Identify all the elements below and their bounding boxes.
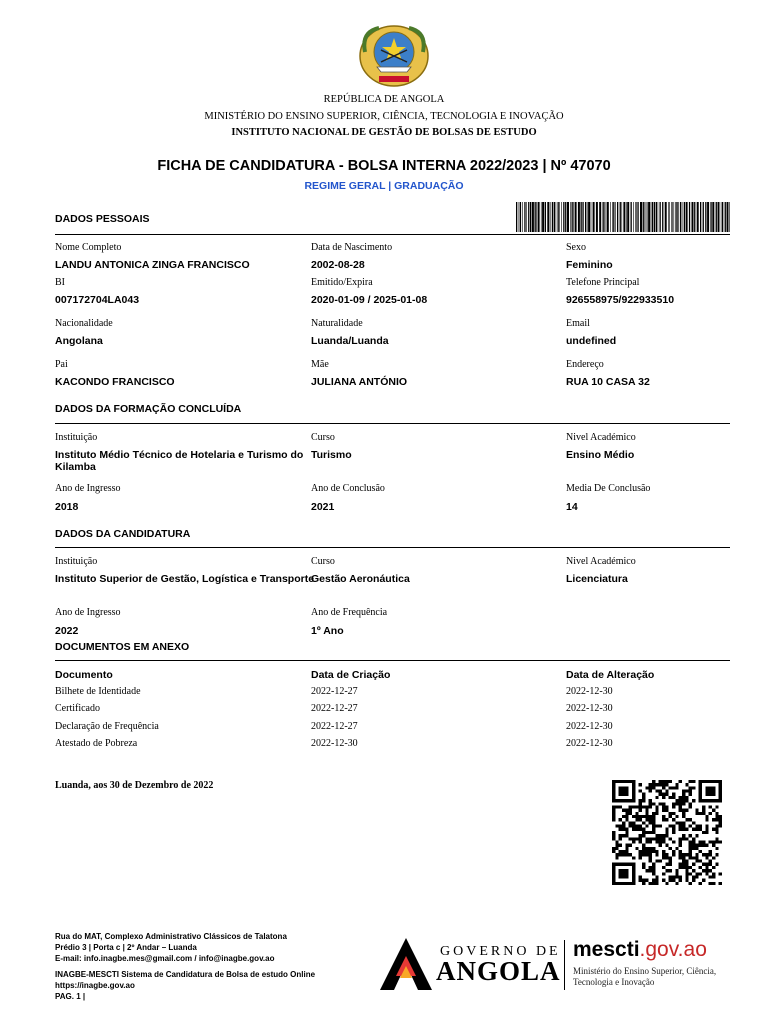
section-formation-heading: DADOS DA FORMAÇÃO CONCLUÍDA bbox=[55, 403, 242, 415]
qr-code-image bbox=[612, 780, 722, 885]
footer-address-line-2: Prédio 3 | Porta c | 2º Andar – Luanda bbox=[55, 943, 197, 952]
section-rule bbox=[55, 423, 730, 424]
value-formation-course: Turismo bbox=[311, 449, 352, 461]
value-formation-entry-year: 2018 bbox=[55, 501, 79, 513]
label-full-name: Nome Completo bbox=[55, 242, 122, 253]
value-nationality: Angolana bbox=[55, 335, 103, 347]
documents-column-header: Data de Alteração bbox=[566, 669, 655, 681]
table-row-cell: 2022-12-30 bbox=[566, 738, 613, 749]
label-address: Endereço bbox=[566, 359, 604, 370]
section-documents-heading: DOCUMENTOS EM ANEXO bbox=[55, 641, 190, 653]
label-candidacy-entry-year: Ano de Ingresso bbox=[55, 607, 121, 618]
label-formation-institution: Instituição bbox=[55, 432, 98, 443]
label-formation-course: Curso bbox=[311, 432, 335, 443]
section-rule bbox=[55, 660, 730, 661]
governo-label: GOVERNO DE bbox=[440, 944, 561, 959]
value-issued-expires: 2020-01-09 / 2025-01-08 bbox=[311, 294, 428, 306]
mescti-domain: .gov.ao bbox=[639, 938, 707, 961]
table-row-cell: Certificado bbox=[55, 703, 100, 714]
label-formation-completion-year: Ano de Conclusão bbox=[311, 483, 385, 494]
value-birth-date: 2002-08-28 bbox=[311, 259, 365, 271]
label-nationality: Nacionalidade bbox=[55, 318, 113, 329]
label-birth-date: Data de Nascimento bbox=[311, 242, 393, 253]
table-row-cell: Bilhete de Identidade bbox=[55, 686, 141, 697]
value-formation-completion-year: 2021 bbox=[311, 501, 335, 513]
value-mother: JULIANA ANTÓNIO bbox=[311, 376, 408, 388]
document-title: FICHA DE CANDIDATURA - BOLSA INTERNA 2022/2023 | Nº 47070 bbox=[157, 158, 611, 174]
label-formation-average: Media De Conclusão bbox=[566, 483, 651, 494]
mescti-subtitle bbox=[573, 966, 716, 988]
logo-separator bbox=[564, 940, 565, 990]
header-institute: INSTITUTO NACIONAL DE GESTÃO DE BOLSAS DE ESTUDO bbox=[231, 127, 537, 138]
value-candidacy-course: Gestão Aeronáutica bbox=[311, 573, 410, 585]
mescti-logo bbox=[573, 938, 707, 962]
table-row-cell: 2022-12-27 bbox=[311, 703, 358, 714]
label-candidacy-institution: Instituição bbox=[55, 556, 98, 567]
angola-label: ANGOLA bbox=[436, 956, 561, 986]
mescti-name: mescti bbox=[573, 938, 640, 961]
documents-column-header: Data de Criação bbox=[311, 669, 391, 681]
table-row-cell: 2022-12-30 bbox=[566, 703, 613, 714]
document-subtitle: REGIME GERAL | GRADUAÇÃO bbox=[304, 180, 464, 192]
mescti-subtitle-line-2: Tecnologia e Inovação bbox=[573, 977, 655, 987]
footer-page-number: PAG. 1 | bbox=[55, 992, 86, 1001]
header-republic: REPÚBLICA DE ANGOLA bbox=[323, 94, 445, 105]
footer-address-line-1: Rua do MAT, Complexo Administrativo Clássicos de Talatona bbox=[55, 932, 287, 941]
label-candidacy-course: Curso bbox=[311, 556, 335, 567]
value-address: RUA 10 CASA 32 bbox=[566, 376, 650, 388]
label-email: Email bbox=[566, 318, 590, 329]
label-formation-level: Nivel Académico bbox=[566, 432, 636, 443]
label-phone: Telefone Principal bbox=[566, 277, 640, 288]
section-candidacy-heading: DADOS DA CANDIDATURA bbox=[55, 528, 191, 540]
table-row-cell: 2022-12-27 bbox=[311, 721, 358, 732]
mescti-subtitle-line-1: Ministério do Ensino Superior, Ciência, bbox=[573, 966, 717, 976]
table-row-cell: 2022-12-30 bbox=[566, 721, 613, 732]
footer-email: E-mail: info.inagbe.mes@gmail.com / info@inagbe.gov.ao bbox=[55, 954, 275, 963]
label-birthplace: Naturalidade bbox=[311, 318, 363, 329]
value-sex: Feminino bbox=[566, 259, 613, 271]
value-formation-average: 14 bbox=[566, 501, 578, 513]
value-candidacy-attendance-year: 1º Ano bbox=[311, 625, 344, 637]
label-bi: BI bbox=[55, 277, 65, 288]
angola-coat-of-arms-emblem bbox=[355, 22, 433, 90]
value-email: undefined bbox=[566, 335, 617, 347]
value-candidacy-level: Licenciatura bbox=[566, 573, 628, 585]
value-full-name: LANDU ANTONICA ZINGA FRANCISCO bbox=[55, 259, 250, 271]
section-rule bbox=[55, 234, 730, 235]
documents-column-header: Documento bbox=[55, 669, 113, 681]
value-birthplace: Luanda/Luanda bbox=[311, 335, 389, 347]
table-row-cell: Atestado de Pobreza bbox=[55, 738, 138, 749]
value-father: KACONDO FRANCISCO bbox=[55, 376, 175, 388]
label-father: Pai bbox=[55, 359, 68, 370]
barcode-image bbox=[516, 202, 730, 232]
section-rule bbox=[55, 547, 730, 548]
footer-system-name: INAGBE-MESCTI Sistema de Candidatura de Bolsa de estudo Online bbox=[55, 970, 316, 979]
value-formation-level: Ensino Médio bbox=[566, 449, 635, 461]
table-row-cell: Declaração de Frequência bbox=[55, 721, 159, 732]
label-mother: Mãe bbox=[311, 359, 329, 370]
table-row-cell: 2022-12-27 bbox=[311, 686, 358, 697]
label-formation-entry-year: Ano de Ingresso bbox=[55, 483, 121, 494]
governo-angola-logo-icon bbox=[378, 936, 434, 992]
value-phone: 926558975/922933510 bbox=[566, 294, 675, 306]
section-personal-heading: DADOS PESSOAIS bbox=[55, 213, 150, 225]
label-sex: Sexo bbox=[566, 242, 586, 253]
footer-url[interactable]: https://inagbe.gov.ao bbox=[55, 981, 135, 990]
place-and-date: Luanda, aos 30 de Dezembro de 2022 bbox=[55, 780, 214, 791]
value-bi: 007172704LA043 bbox=[55, 294, 140, 306]
label-candidacy-attendance-year: Ano de Frequência bbox=[311, 607, 388, 618]
table-row-cell: 2022-12-30 bbox=[311, 738, 358, 749]
label-candidacy-level: Nivel Académico bbox=[566, 556, 636, 567]
header-ministry: MINISTÉRIO DO ENSINO SUPERIOR, CIÊNCIA, TECNOLOGIA E INOVAÇÃO bbox=[204, 111, 564, 122]
table-row-cell: 2022-12-30 bbox=[566, 686, 613, 697]
label-issued-expires: Emitido/Expira bbox=[311, 277, 373, 288]
value-formation-institution: Instituto Médio Técnico de Hotelaria e Turismo do Kilamba bbox=[55, 449, 304, 473]
value-candidacy-entry-year: 2022 bbox=[55, 625, 79, 637]
value-candidacy-institution: Instituto Superior de Gestão, Logística e Transporte bbox=[55, 573, 315, 585]
